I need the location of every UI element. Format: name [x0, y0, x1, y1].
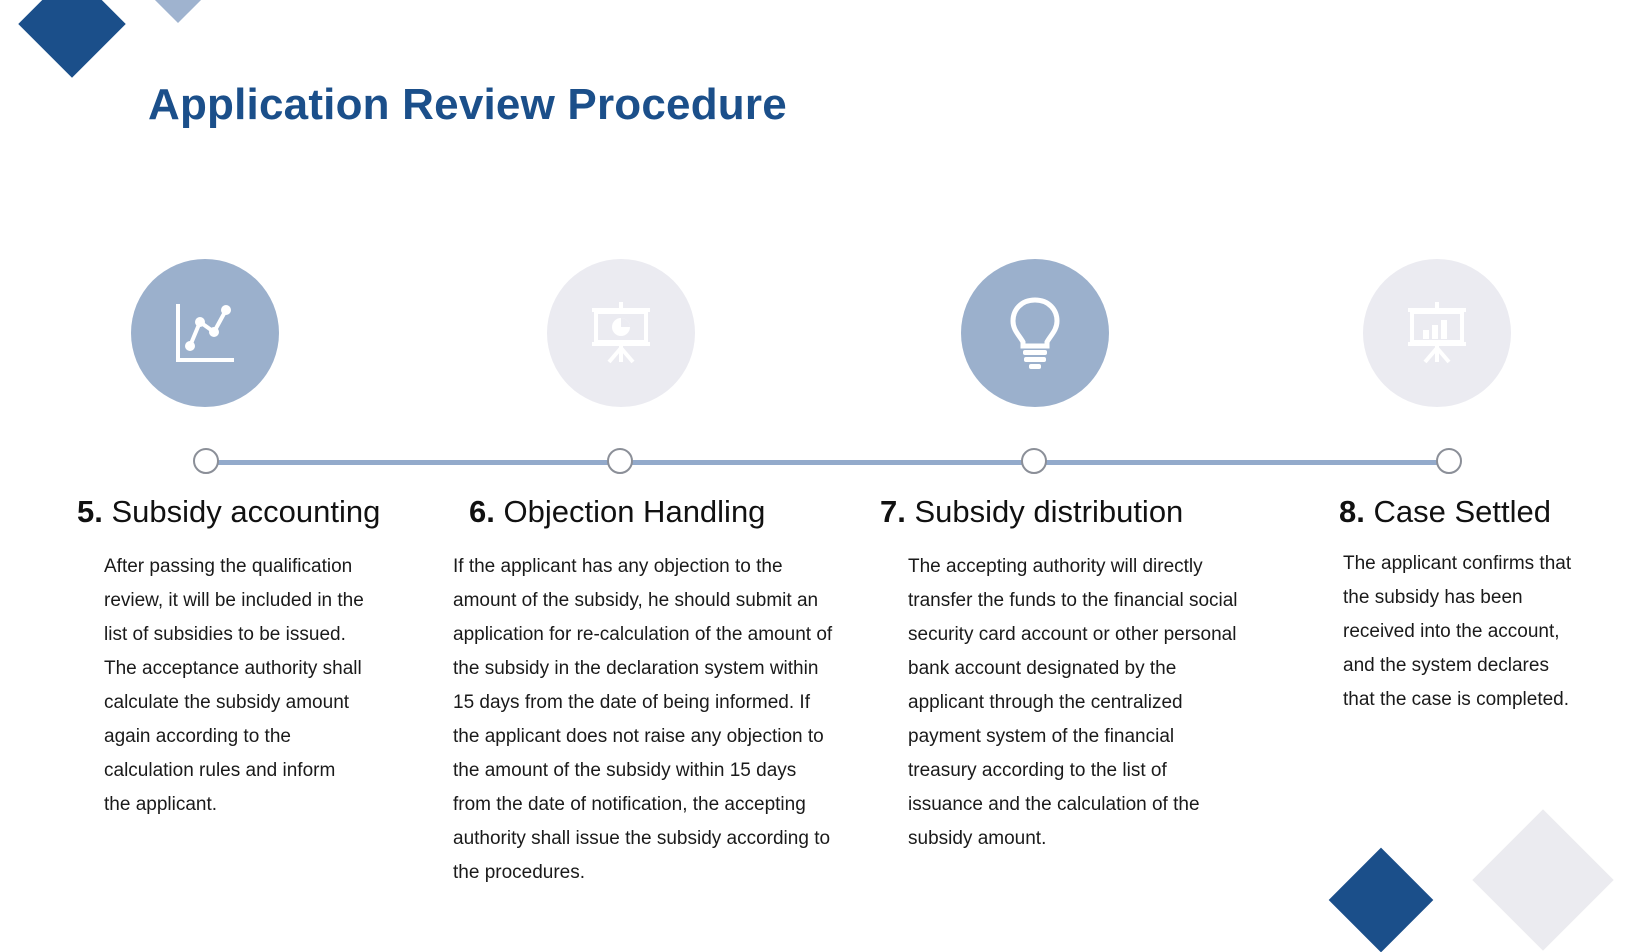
step-number: 7.	[880, 494, 906, 529]
step-number: 8.	[1339, 494, 1365, 529]
step-title: Subsidy accounting	[111, 494, 381, 529]
step-5-description: After passing the qualification review, it will be included in the list of subsidies to be issued. The acceptance authority shall calculate the subsidy amount again according to the calculation rules and inform the applicant.	[104, 556, 364, 815]
step-title: Subsidy distribution	[914, 494, 1184, 529]
step-6-heading	[469, 494, 765, 530]
step-7-heading	[880, 494, 1183, 530]
step-5-heading	[77, 494, 380, 530]
decorative-diamond-bottom-right-gray	[1472, 809, 1613, 950]
decorative-diamond-bottom-right-blue	[1329, 848, 1434, 952]
step-8-description: The applicant confirms that the subsidy has been received into the account, and the system declares that the case is completed.	[1343, 553, 1572, 710]
page-title: Application Review Procedure	[148, 80, 787, 129]
line-chart-icon	[174, 302, 236, 364]
step-number: 6.	[469, 494, 495, 529]
presentation-bars-icon	[1404, 300, 1470, 366]
step-number: 5.	[77, 494, 103, 529]
step-7-icon-circle	[961, 259, 1109, 407]
timeline-node-8	[1436, 448, 1462, 474]
step-8-heading	[1339, 494, 1551, 530]
step-7-description: The accepting authority will directly transfer the funds to the financial social security card account or other personal bank account designated by the applicant through the centralized payment system of the financial treasury according to the list of issuance and the calculation of the subsidy amount.	[908, 556, 1238, 849]
step-title: Objection Handling	[503, 494, 766, 529]
timeline-node-7	[1021, 448, 1047, 474]
step-5-icon-circle	[131, 259, 279, 407]
presentation-pie-icon	[588, 300, 654, 366]
step-6-description: If the applicant has any objection to the amount of the subsidy, he should submit an application for re-calculation of the amount of the subsidy in the declaration system within 15 days from the date of being informed. If the applicant does not raise any objection to the amount of the subsidy within 15 days from the date of notification, the accepting authority shall issue the subsidy according to the procedures.	[453, 556, 833, 883]
step-8-icon-circle	[1363, 259, 1511, 407]
step-title: Case Settled	[1373, 494, 1551, 529]
timeline-node-6	[607, 448, 633, 474]
step-6-icon-circle	[547, 259, 695, 407]
decorative-diamond-top-left	[18, 0, 125, 78]
lightbulb-icon	[1007, 296, 1063, 370]
decorative-diamond-top-left-small	[154, 0, 202, 23]
timeline-node-5	[193, 448, 219, 474]
timeline-line	[205, 460, 1441, 465]
